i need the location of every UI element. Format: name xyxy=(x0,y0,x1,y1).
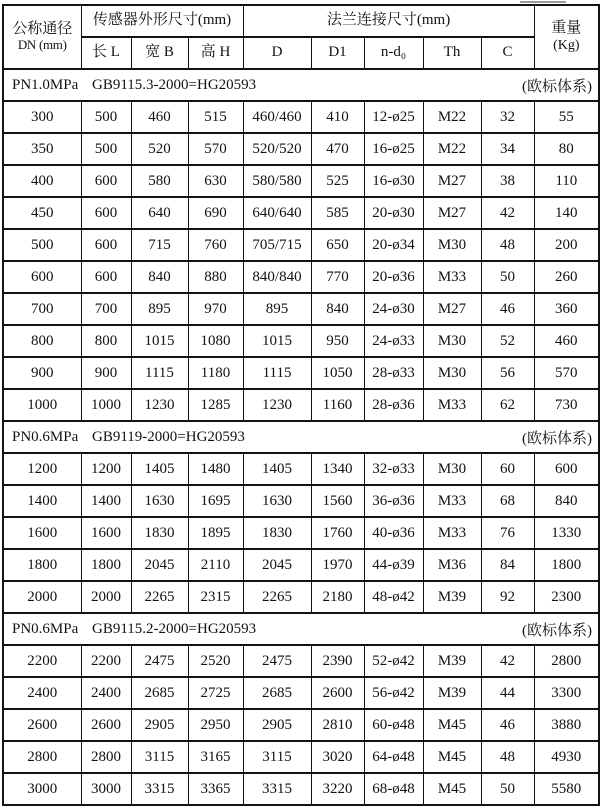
data-cell: 2600 xyxy=(3,709,81,741)
section-header-line xyxy=(4,75,599,96)
data-cell: 4930 xyxy=(534,741,599,773)
data-cell: 2685 xyxy=(131,677,188,709)
data-row xyxy=(3,741,599,773)
data-cell: 3000 xyxy=(81,773,131,805)
section-standard-label: GB9119-2000=HG20593 xyxy=(92,428,245,445)
data-cell: 400 xyxy=(3,165,81,197)
data-cell: 2315 xyxy=(188,581,243,613)
data-cell: 44-ø39 xyxy=(364,549,423,581)
data-cell: 650 xyxy=(311,229,364,261)
data-cell: 730 xyxy=(534,389,599,421)
data-cell: 20-ø34 xyxy=(364,229,423,261)
data-cell: M22 xyxy=(423,133,481,165)
data-cell: 1630 xyxy=(131,485,188,517)
data-cell: 800 xyxy=(3,325,81,357)
data-cell: 450 xyxy=(3,197,81,229)
data-cell: 895 xyxy=(243,293,311,325)
data-cell: 38 xyxy=(481,165,534,197)
data-cell: 2905 xyxy=(243,709,311,741)
data-cell: 52-ø42 xyxy=(364,645,423,677)
data-cell: 800 xyxy=(81,325,131,357)
data-cell: 700 xyxy=(3,293,81,325)
data-cell: 470 xyxy=(311,133,364,165)
section-header-line xyxy=(4,427,599,448)
data-cell: 1800 xyxy=(81,549,131,581)
data-cell: 2800 xyxy=(534,645,599,677)
data-row xyxy=(3,357,599,389)
data-cell: 1230 xyxy=(243,389,311,421)
flange-dimension-spec-table xyxy=(2,4,600,806)
data-cell: 1115 xyxy=(131,357,188,389)
data-cell: 1000 xyxy=(3,389,81,421)
data-row xyxy=(3,293,599,325)
header-nominal-diameter-title: 公称通径 xyxy=(12,20,73,37)
data-cell: 62 xyxy=(481,389,534,421)
data-cell: 5580 xyxy=(534,773,599,805)
data-cell: M30 xyxy=(423,453,481,485)
data-cell: 1630 xyxy=(243,485,311,517)
data-cell: 24-ø33 xyxy=(364,325,423,357)
data-cell: 2300 xyxy=(534,581,599,613)
data-cell: 1230 xyxy=(131,389,188,421)
data-cell: 3315 xyxy=(131,773,188,805)
data-cell: 1800 xyxy=(3,549,81,581)
data-cell: 3115 xyxy=(243,741,311,773)
data-cell: 32-ø33 xyxy=(364,453,423,485)
data-cell: 705/715 xyxy=(243,229,311,261)
header-nominal-diameter xyxy=(3,5,81,69)
header-col-height: 高 H xyxy=(188,37,243,69)
data-cell: 500 xyxy=(81,133,131,165)
data-cell: 48 xyxy=(481,229,534,261)
data-cell: 56-ø42 xyxy=(364,677,423,709)
data-row xyxy=(3,229,599,261)
data-cell: 24-ø30 xyxy=(364,293,423,325)
data-cell: M27 xyxy=(423,197,481,229)
data-cell: 48 xyxy=(481,741,534,773)
data-cell: 2600 xyxy=(81,709,131,741)
data-cell: 40-ø36 xyxy=(364,517,423,549)
data-cell: M45 xyxy=(423,709,481,741)
section-header-cell xyxy=(3,421,599,453)
data-cell: 56 xyxy=(481,357,534,389)
data-cell: 1400 xyxy=(3,485,81,517)
data-cell: 970 xyxy=(188,293,243,325)
data-cell: 2800 xyxy=(3,741,81,773)
data-cell: M22 xyxy=(423,101,481,133)
data-cell: 2400 xyxy=(81,677,131,709)
data-cell: 900 xyxy=(81,357,131,389)
header-col-n-d0: n-d₀ xyxy=(364,37,423,69)
scan-artifact xyxy=(520,1,566,3)
data-cell: 3300 xyxy=(534,677,599,709)
table-body xyxy=(3,69,599,805)
data-cell: 520 xyxy=(131,133,188,165)
data-cell: 48-ø42 xyxy=(364,581,423,613)
data-cell: M36 xyxy=(423,549,481,581)
header-nominal-diameter-unit: DN (mm) xyxy=(17,37,67,53)
data-cell: 600 xyxy=(81,229,131,261)
header-col-c: C xyxy=(481,37,534,69)
data-cell: 1405 xyxy=(131,453,188,485)
data-cell: 350 xyxy=(3,133,81,165)
data-cell: M33 xyxy=(423,261,481,293)
section-standard-label: GB9115.3-2000=HG20593 xyxy=(92,76,257,93)
data-cell: 50 xyxy=(481,773,534,805)
data-cell: 2180 xyxy=(311,581,364,613)
data-cell: 1895 xyxy=(188,517,243,549)
section-note-label: (欧标体系) xyxy=(522,430,592,447)
data-cell: 42 xyxy=(481,645,534,677)
data-cell: 36-ø36 xyxy=(364,485,423,517)
data-cell: 50 xyxy=(481,261,534,293)
data-cell: M33 xyxy=(423,389,481,421)
data-cell: 2400 xyxy=(3,677,81,709)
data-row xyxy=(3,389,599,421)
section-header-row xyxy=(3,421,599,453)
data-cell: 585 xyxy=(311,197,364,229)
data-cell: 3000 xyxy=(3,773,81,805)
data-cell: M45 xyxy=(423,741,481,773)
section-header-cell xyxy=(3,69,599,101)
data-cell: M33 xyxy=(423,517,481,549)
data-cell: 28-ø33 xyxy=(364,357,423,389)
data-row xyxy=(3,549,599,581)
data-cell: 360 xyxy=(534,293,599,325)
section-pressure-label: PN0.6MPa xyxy=(12,620,79,637)
header-weight-title: 重量 xyxy=(551,20,582,37)
header-col-d: D xyxy=(243,37,311,69)
data-cell: 1970 xyxy=(311,549,364,581)
data-cell: 840/840 xyxy=(243,261,311,293)
data-cell: 3115 xyxy=(131,741,188,773)
data-cell: 84 xyxy=(481,549,534,581)
data-cell: 895 xyxy=(131,293,188,325)
data-cell: 500 xyxy=(81,101,131,133)
data-cell: 2110 xyxy=(188,549,243,581)
data-cell: 1015 xyxy=(243,325,311,357)
data-cell: 840 xyxy=(131,261,188,293)
data-cell: 1180 xyxy=(188,357,243,389)
header-row-subcolumns xyxy=(3,37,599,69)
data-cell: 76 xyxy=(481,517,534,549)
section-header-row xyxy=(3,613,599,645)
data-row xyxy=(3,773,599,805)
data-row xyxy=(3,645,599,677)
data-cell: 2725 xyxy=(188,677,243,709)
data-cell: 140 xyxy=(534,197,599,229)
data-row xyxy=(3,709,599,741)
data-cell: 600 xyxy=(81,197,131,229)
data-cell: 1695 xyxy=(188,485,243,517)
data-cell: 600 xyxy=(81,165,131,197)
data-row xyxy=(3,165,599,197)
data-cell: 600 xyxy=(3,261,81,293)
data-cell: 1760 xyxy=(311,517,364,549)
data-cell: 52 xyxy=(481,325,534,357)
data-cell: 3315 xyxy=(243,773,311,805)
data-cell: 630 xyxy=(188,165,243,197)
data-cell: 760 xyxy=(188,229,243,261)
header-col-d1: D1 xyxy=(311,37,364,69)
data-cell: 1340 xyxy=(311,453,364,485)
data-cell: 300 xyxy=(3,101,81,133)
header-row-groups xyxy=(3,5,599,37)
data-cell: 1800 xyxy=(534,549,599,581)
data-cell: 2045 xyxy=(131,549,188,581)
data-cell: 410 xyxy=(311,101,364,133)
data-cell: 44 xyxy=(481,677,534,709)
data-row xyxy=(3,325,599,357)
data-cell: 260 xyxy=(534,261,599,293)
section-standard-label: GB9115.2-2000=HG20593 xyxy=(92,620,257,637)
data-cell: 1200 xyxy=(3,453,81,485)
data-row xyxy=(3,485,599,517)
data-cell: 770 xyxy=(311,261,364,293)
data-cell: 1200 xyxy=(81,453,131,485)
data-cell: 840 xyxy=(311,293,364,325)
header-flange-connection-group: 法兰连接尺寸(mm) xyxy=(243,5,534,37)
data-cell: 2045 xyxy=(243,549,311,581)
data-cell: 1015 xyxy=(131,325,188,357)
data-row xyxy=(3,677,599,709)
data-cell: 515 xyxy=(188,101,243,133)
data-cell: 1560 xyxy=(311,485,364,517)
data-cell: 28-ø36 xyxy=(364,389,423,421)
data-cell: 2200 xyxy=(81,645,131,677)
data-cell: 525 xyxy=(311,165,364,197)
data-cell: 1000 xyxy=(81,389,131,421)
data-cell: 2200 xyxy=(3,645,81,677)
section-header-row xyxy=(3,69,599,101)
data-cell: 3220 xyxy=(311,773,364,805)
data-cell: 42 xyxy=(481,197,534,229)
data-cell: M45 xyxy=(423,773,481,805)
data-cell: 1400 xyxy=(81,485,131,517)
data-cell: 690 xyxy=(188,197,243,229)
data-cell: 60 xyxy=(481,453,534,485)
data-cell: 1115 xyxy=(243,357,311,389)
data-row xyxy=(3,261,599,293)
data-cell: 2520 xyxy=(188,645,243,677)
data-cell: 2810 xyxy=(311,709,364,741)
data-cell: 570 xyxy=(188,133,243,165)
header-weight xyxy=(534,5,599,69)
data-cell: 580 xyxy=(131,165,188,197)
data-cell: 950 xyxy=(311,325,364,357)
section-header-cell xyxy=(3,613,599,645)
data-cell: 700 xyxy=(81,293,131,325)
data-cell: 2000 xyxy=(3,581,81,613)
section-note-label: (欧标体系) xyxy=(522,78,592,95)
data-cell: 2905 xyxy=(131,709,188,741)
data-cell: 460/460 xyxy=(243,101,311,133)
data-cell: 16-ø30 xyxy=(364,165,423,197)
data-cell: 2800 xyxy=(81,741,131,773)
data-row xyxy=(3,133,599,165)
data-cell: 1600 xyxy=(3,517,81,549)
data-cell: 55 xyxy=(534,101,599,133)
header-col-width: 宽 B xyxy=(131,37,188,69)
data-cell: M27 xyxy=(423,293,481,325)
data-cell: 1830 xyxy=(243,517,311,549)
data-cell: M39 xyxy=(423,677,481,709)
data-cell: 1285 xyxy=(188,389,243,421)
section-pressure-label: PN1.0MPa xyxy=(12,76,79,93)
data-cell: 1830 xyxy=(131,517,188,549)
data-cell: M39 xyxy=(423,645,481,677)
data-cell: 2475 xyxy=(131,645,188,677)
data-cell: 580/580 xyxy=(243,165,311,197)
data-cell: 200 xyxy=(534,229,599,261)
data-cell: 880 xyxy=(188,261,243,293)
data-cell: 1160 xyxy=(311,389,364,421)
header-sensor-dimensions-group: 传感器外形尺寸(mm) xyxy=(81,5,243,37)
data-cell: 640/640 xyxy=(243,197,311,229)
data-cell: 3165 xyxy=(188,741,243,773)
data-cell: 3880 xyxy=(534,709,599,741)
data-cell: 2265 xyxy=(243,581,311,613)
section-note-label: (欧标体系) xyxy=(522,622,592,639)
data-cell: 900 xyxy=(3,357,81,389)
header-weight-unit: (Kg) xyxy=(553,37,580,53)
data-cell: 34 xyxy=(481,133,534,165)
data-cell: 1050 xyxy=(311,357,364,389)
data-cell: 2685 xyxy=(243,677,311,709)
data-cell: M30 xyxy=(423,325,481,357)
data-row xyxy=(3,517,599,549)
data-cell: 2390 xyxy=(311,645,364,677)
data-cell: 2475 xyxy=(243,645,311,677)
data-cell: M30 xyxy=(423,357,481,389)
data-row xyxy=(3,453,599,485)
data-cell: 640 xyxy=(131,197,188,229)
data-cell: 3020 xyxy=(311,741,364,773)
data-cell: 3365 xyxy=(188,773,243,805)
data-cell: 80 xyxy=(534,133,599,165)
data-cell: 500 xyxy=(3,229,81,261)
data-cell: 60-ø48 xyxy=(364,709,423,741)
data-cell: 570 xyxy=(534,357,599,389)
data-cell: M30 xyxy=(423,229,481,261)
data-cell: 2265 xyxy=(131,581,188,613)
data-row xyxy=(3,101,599,133)
data-cell: 600 xyxy=(534,453,599,485)
data-cell: 460 xyxy=(534,325,599,357)
data-cell: 1405 xyxy=(243,453,311,485)
data-cell: M27 xyxy=(423,165,481,197)
data-cell: 110 xyxy=(534,165,599,197)
data-cell: 1600 xyxy=(81,517,131,549)
data-cell: 520/520 xyxy=(243,133,311,165)
data-cell: 92 xyxy=(481,581,534,613)
section-header-line xyxy=(4,619,599,640)
data-cell: 20-ø30 xyxy=(364,197,423,229)
data-cell: 46 xyxy=(481,293,534,325)
data-row xyxy=(3,197,599,229)
data-cell: M33 xyxy=(423,485,481,517)
data-cell: 12-ø25 xyxy=(364,101,423,133)
data-cell: 460 xyxy=(131,101,188,133)
data-cell: 20-ø36 xyxy=(364,261,423,293)
data-cell: 64-ø48 xyxy=(364,741,423,773)
section-pressure-label: PN0.6MPa xyxy=(12,428,79,445)
data-cell: 16-ø25 xyxy=(364,133,423,165)
data-cell: 2600 xyxy=(311,677,364,709)
data-cell: 840 xyxy=(534,485,599,517)
table-header xyxy=(3,5,599,69)
data-cell: M39 xyxy=(423,581,481,613)
data-cell: 1480 xyxy=(188,453,243,485)
data-cell: 1080 xyxy=(188,325,243,357)
data-cell: 2000 xyxy=(81,581,131,613)
data-cell: 1330 xyxy=(534,517,599,549)
data-cell: 68 xyxy=(481,485,534,517)
header-col-th: Th xyxy=(423,37,481,69)
header-col-length: 长 L xyxy=(81,37,131,69)
data-cell: 715 xyxy=(131,229,188,261)
data-row xyxy=(3,581,599,613)
data-cell: 600 xyxy=(81,261,131,293)
data-cell: 2950 xyxy=(188,709,243,741)
data-cell: 68-ø48 xyxy=(364,773,423,805)
data-cell: 46 xyxy=(481,709,534,741)
data-cell: 32 xyxy=(481,101,534,133)
